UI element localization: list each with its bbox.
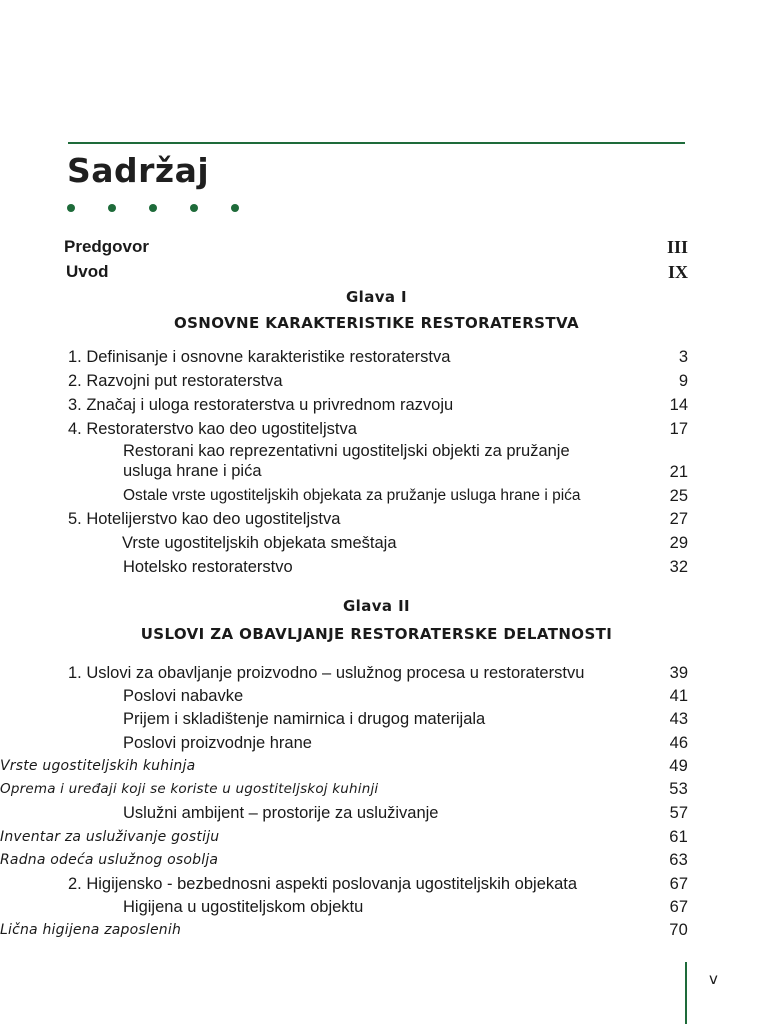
- toc-entry-title: [123, 441, 570, 481]
- toc-entry[interactable]: [0, 918, 768, 942]
- toc-entry[interactable]: [0, 417, 768, 441]
- toc-entry[interactable]: [0, 872, 768, 896]
- toc-entry-page: 9: [678, 372, 688, 390]
- toc-entry-page: IX: [667, 262, 688, 282]
- toc-entry-page: 57: [669, 804, 688, 822]
- toc-entry-page: 41: [669, 687, 688, 705]
- toc-entry-title: Uvod: [66, 262, 109, 281]
- toc-entry-title: Inventar za usluživanje gostiju: [0, 829, 220, 845]
- toc-entry-title: Poslovi proizvodnje hrane: [123, 734, 312, 752]
- toc-entry[interactable]: [0, 369, 768, 393]
- toc-entry-title: 4. Restoraterstvo kao deo ugostiteljstva: [68, 420, 357, 438]
- toc-entry[interactable]: [0, 531, 768, 555]
- toc-entry-page: 14: [669, 396, 688, 414]
- toc-entry[interactable]: [0, 345, 768, 369]
- toc-entry[interactable]: [0, 801, 768, 825]
- toc-entry-page: 53: [669, 780, 688, 798]
- page-title: Sadržaj: [67, 151, 210, 190]
- top-rule: [68, 142, 685, 144]
- toc-entry-page: 25: [669, 487, 688, 505]
- chapter-title: OSNOVNE KARAKTERISTIKE RESTORATERSTVA: [173, 314, 580, 332]
- toc-entry[interactable]: [0, 754, 768, 778]
- ornament-dot: [149, 204, 157, 212]
- toc-entry-title: Vrste ugostiteljskih objekata smeštaja: [122, 534, 397, 552]
- toc-entry-page: 67: [669, 898, 688, 916]
- toc-entry-page: 63: [669, 851, 688, 869]
- toc-entry-title: Oprema i uređaji koji se koriste u ugostiteljskoj kuhinji: [0, 781, 379, 797]
- toc-entry-page: 70: [669, 921, 688, 939]
- toc-entry[interactable]: [0, 507, 768, 531]
- toc-entry[interactable]: [0, 777, 768, 801]
- toc-entry[interactable]: [0, 440, 768, 484]
- toc-entry-page: 21: [669, 463, 688, 481]
- toc-entry-page: 39: [669, 664, 688, 682]
- toc-entry-title: Uslužni ambijent – prostorije za usluživanje: [123, 804, 439, 822]
- toc-entry-page: 27: [669, 510, 688, 528]
- toc-entry-title-line: Restorani kao reprezentativni ugostiteljski objekti za pružanje: [123, 442, 570, 460]
- toc-entry-title: Higijena u ugostiteljskom objektu: [123, 898, 364, 916]
- toc-entry-title: Predgovor: [64, 237, 150, 256]
- toc-entry-title: Hotelsko restoraterstvo: [123, 558, 293, 576]
- toc-entry-page: 29: [669, 534, 688, 552]
- toc-entry[interactable]: [0, 484, 768, 508]
- toc-entry-page: 43: [669, 710, 688, 728]
- page-number: v: [709, 970, 718, 988]
- toc-entry-page: III: [666, 237, 688, 257]
- toc-entry-title: Lična higijena zaposlenih: [0, 922, 182, 938]
- ornament-dot: [190, 204, 198, 212]
- toc-entry-title-line: usluga hrane i pića: [123, 462, 262, 480]
- toc-entry[interactable]: [0, 895, 768, 919]
- toc-entry-page: 46: [669, 734, 688, 752]
- toc-entry-title: Poslovi nabavke: [123, 687, 244, 705]
- toc-entry[interactable]: [0, 393, 768, 417]
- toc-entry-uvod[interactable]: [0, 260, 768, 284]
- page-number-rule: [685, 962, 687, 1024]
- toc-entry[interactable]: [0, 731, 768, 755]
- toc-entry[interactable]: [0, 825, 768, 849]
- toc-entry-title: 2. Higijensko - bezbednosni aspekti poslovanja ugostiteljskih objekata: [68, 875, 578, 893]
- toc-entry-page: 67: [669, 875, 688, 893]
- toc-entry-page: 61: [669, 828, 688, 846]
- ornament-dot: [67, 204, 75, 212]
- toc-entry-title: Radna odeća uslužnog osoblja: [0, 852, 219, 868]
- toc-entry[interactable]: [0, 707, 768, 731]
- toc-entry-title: 5. Hotelijerstvo kao deo ugostiteljstva: [68, 510, 341, 528]
- ornament-dot: [231, 204, 239, 212]
- toc-entry[interactable]: [0, 555, 768, 579]
- ornament-dot: [108, 204, 116, 212]
- toc-entry[interactable]: [0, 848, 768, 872]
- toc-entry-page: 17: [669, 420, 688, 438]
- toc-entry-title: Ostale vrste ugostiteljskih objekata za pružanje usluga hrane i pića: [123, 487, 581, 504]
- toc-entry-title: 2. Razvojni put restoraterstva: [68, 372, 283, 390]
- toc-entry[interactable]: [0, 684, 768, 708]
- toc-entry-page: 49: [669, 757, 688, 775]
- toc-entry-title: 1. Uslovi za obavljanje proizvodno – uslužnog procesa u restoraterstvu: [68, 664, 585, 682]
- toc-entry[interactable]: [0, 661, 768, 685]
- chapter-title: USLOVI ZA OBAVLJANJE RESTORATERSKE DELATNOSTI: [140, 625, 613, 643]
- chapter-label: Glava I: [345, 288, 408, 306]
- toc-entry-title: Vrste ugostiteljskih kuhinja: [0, 758, 196, 774]
- toc-entry-page: 32: [669, 558, 688, 576]
- toc-entry-predgovor[interactable]: [0, 235, 768, 259]
- toc-entry-title: 3. Značaj i uloga restoraterstva u privrednom razvoju: [68, 396, 454, 414]
- toc-entry-page: 3: [678, 348, 688, 366]
- toc-entry-title: 1. Definisanje i osnovne karakteristike restoraterstva: [68, 348, 451, 366]
- toc-entry-title: Prijem i skladištenje namirnica i drugog materijala: [123, 710, 486, 728]
- chapter-label: Glava II: [342, 597, 411, 615]
